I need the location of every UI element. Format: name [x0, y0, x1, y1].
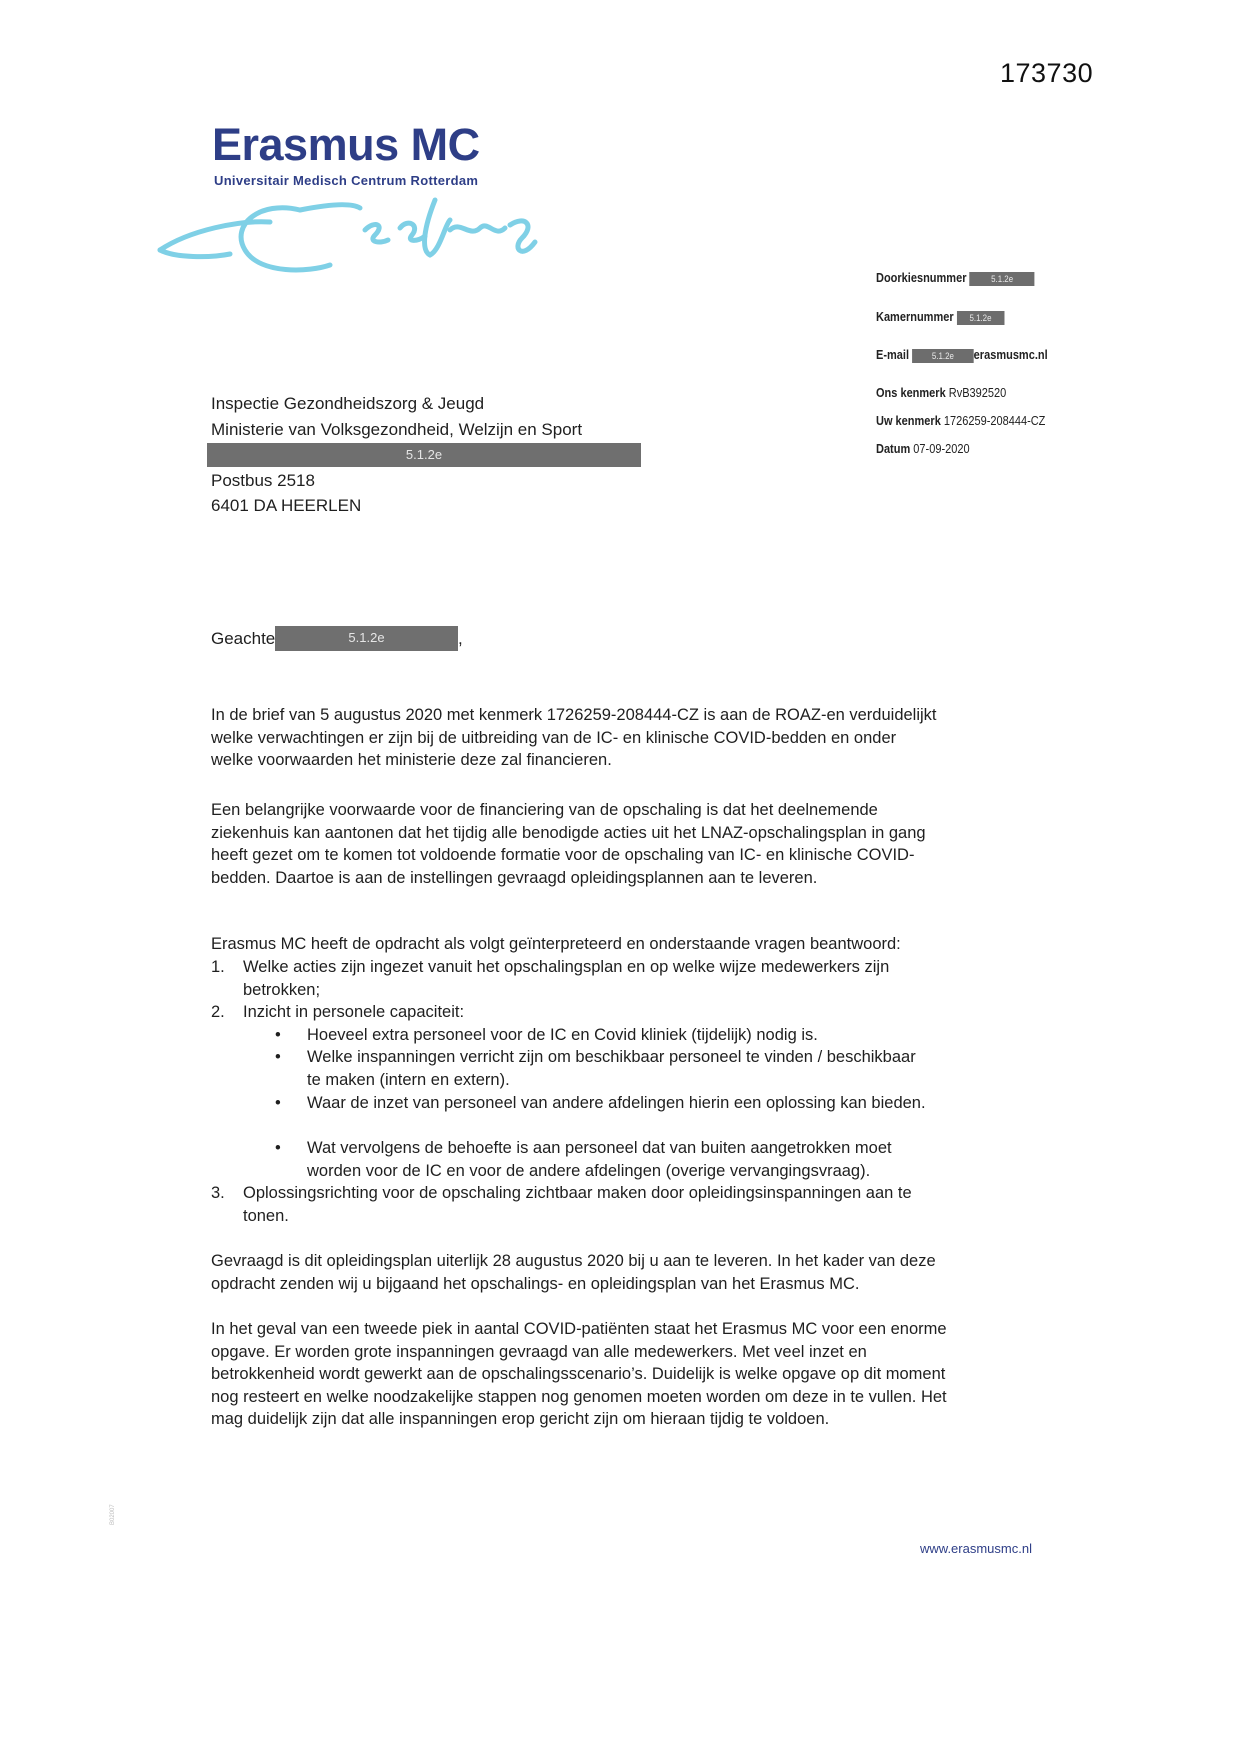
meta-datum-label: Datum	[876, 442, 911, 456]
redaction-email: 5.1.2e	[912, 349, 974, 363]
salutation-comma: ,	[458, 629, 463, 648]
bullet-icon: •	[275, 1139, 281, 1157]
meta-ons-kenmerk-label: Ons kenmerk	[876, 386, 946, 400]
meta-datum-value: 07-09-2020	[913, 442, 970, 456]
redaction-kamernummer: 5.1.2e	[957, 311, 1005, 325]
paragraph-3	[211, 933, 971, 956]
bullet-icon: •	[275, 1048, 281, 1066]
paragraph-3-text: Erasmus MC heeft de opdracht als volgt geïnterpreteerd en onderstaande vragen beantwoord:	[211, 935, 901, 953]
bullet-text: Hoeveel extra personeel voor de IC en Covid kliniek (tijdelijk) nodig is.	[307, 1026, 818, 1044]
meta-email-label: E-mail	[876, 348, 910, 362]
bullet-item	[275, 1137, 927, 1182]
bullet-item	[275, 1024, 927, 1047]
meta-doorkiesnummer-label: Doorkiesnummer	[876, 271, 967, 285]
bullet-text: Waar de inzet van personeel van andere afdelingen hierin een oplossing kan bieden.	[307, 1094, 926, 1112]
address-line-1: Inspectie Gezondheidszorg & Jeugd	[211, 394, 485, 413]
meta-doorkiesnummer	[876, 271, 1035, 286]
list-item-1-text: Welke acties zijn ingezet vanuit het opschalingsplan en op welke wijze medewerkers zijn betrokken;	[243, 958, 890, 999]
address-redaction: 5.1.2e	[207, 443, 641, 467]
logo-title: Erasmus MC	[212, 119, 480, 170]
meta-datum	[876, 442, 970, 456]
address-line-4: Postbus 2518	[211, 471, 315, 490]
bullet-text: Welke inspanningen verricht zijn om beschikbaar personeel te vinden / beschikbaar te maken (intern en extern).	[307, 1048, 916, 1089]
paragraph-5	[211, 1318, 951, 1431]
meta-uw-kenmerk-value: 1726259-208444-CZ	[943, 414, 1046, 428]
meta-ons-kenmerk	[876, 386, 1006, 400]
list-item-3-text: Oplossingsrichting voor de opschaling zichtbaar maken door opleidingsinspanningen aan te tonen.	[243, 1184, 912, 1225]
list-item-2-number: 2.	[211, 1003, 225, 1021]
footer-website-link[interactable]: www.erasmusmc.nl	[920, 1541, 1032, 1556]
paragraph-5-text: In het geval van een tweede piek in aantal COVID-patiënten staat het Erasmus MC voor een enorme opgave. Er worden grote inspanningen gevraagd van alle medewerkers. Met veel inzet en betrokkenheid wordt gewerkt aan de opschalingsscenario’s. Duidelijk is welke opgave op dit moment nog resteert en welke noodzakelijke stappen nog genomen moeten worden om deze in te vullen. Het mag duidelijk zijn dat alle inspanningen erop gericht zijn om hieraan tijdig te voldoen.	[211, 1320, 947, 1428]
bullet-icon: •	[275, 1094, 281, 1112]
bullet-item	[275, 1092, 927, 1115]
paragraph-1	[211, 704, 941, 772]
address-line-5: 6401 DA HEERLEN	[211, 496, 362, 515]
meta-uw-kenmerk	[876, 414, 1045, 428]
paragraph-4	[211, 1250, 951, 1295]
list-item-3-number: 3.	[211, 1184, 225, 1202]
list-item-2-text: Inzicht in personele capaciteit:	[243, 1003, 465, 1021]
meta-kamernummer-label: Kamernummer	[876, 310, 954, 324]
bullet-icon: •	[275, 1026, 281, 1044]
paragraph-2-text: Een belangrijke voorwaarde voor de financiering van de opschaling is dat het deelnemende ziekenhuis kan aantonen dat het tijdig alle benodigde acties uit het LNAZ-opschalingsplan in gang heeft gezet om te komen tot voldoende formatie voor de opschaling van IC- en klinische COVID-bedden. Daartoe is aan de instellingen gevraagd opleidingsplannen aan te leveren.	[211, 801, 926, 887]
address-line-2: Ministerie van Volksgezondheid, Welzijn en Sport	[211, 420, 583, 439]
erasmus-signature-icon	[150, 180, 550, 290]
salutation-redaction: 5.1.2e	[275, 626, 458, 651]
salutation-text: Geachte	[211, 629, 276, 648]
meta-uw-kenmerk-label: Uw kenmerk	[876, 414, 941, 428]
meta-kamernummer	[876, 310, 1004, 325]
list-item-1-number: 1.	[211, 958, 225, 976]
paragraph-2	[211, 799, 941, 889]
side-stamp: B02007	[110, 1504, 116, 1525]
bullet-text: Wat vervolgens de behoefte is aan personeel dat van buiten aangetrokken moet worden voor de IC en voor de andere afdelingen (overige vervangingsvraag).	[307, 1139, 892, 1180]
meta-ons-kenmerk-value: RvB392520	[948, 386, 1007, 400]
meta-email-suffix: erasmusmc.nl	[973, 348, 1048, 362]
logo-subtitle: Universitair Medisch Centrum Rotterdam	[214, 173, 479, 188]
meta-email	[876, 348, 1048, 363]
document-number: 173730	[1000, 58, 1094, 88]
redaction-doorkiesnummer: 5.1.2e	[970, 272, 1035, 286]
paragraph-1-text: In de brief van 5 augustus 2020 met kenmerk 1726259-208444-CZ is aan de ROAZ-en verduidelijkt welke verwachtingen er zijn bij de uitbreiding van de IC- en klinische COVID-bedden en onder welke voorwaarden het ministerie deze zal financieren.	[211, 706, 937, 769]
bullet-item	[275, 1046, 927, 1091]
paragraph-4-text: Gevraagd is dit opleidingsplan uiterlijk 28 augustus 2020 bij u aan te leveren. In het kader van deze opdracht zenden wij u bijgaand het opschalings- en opleidingsplan van het Erasmus MC.	[211, 1252, 936, 1293]
